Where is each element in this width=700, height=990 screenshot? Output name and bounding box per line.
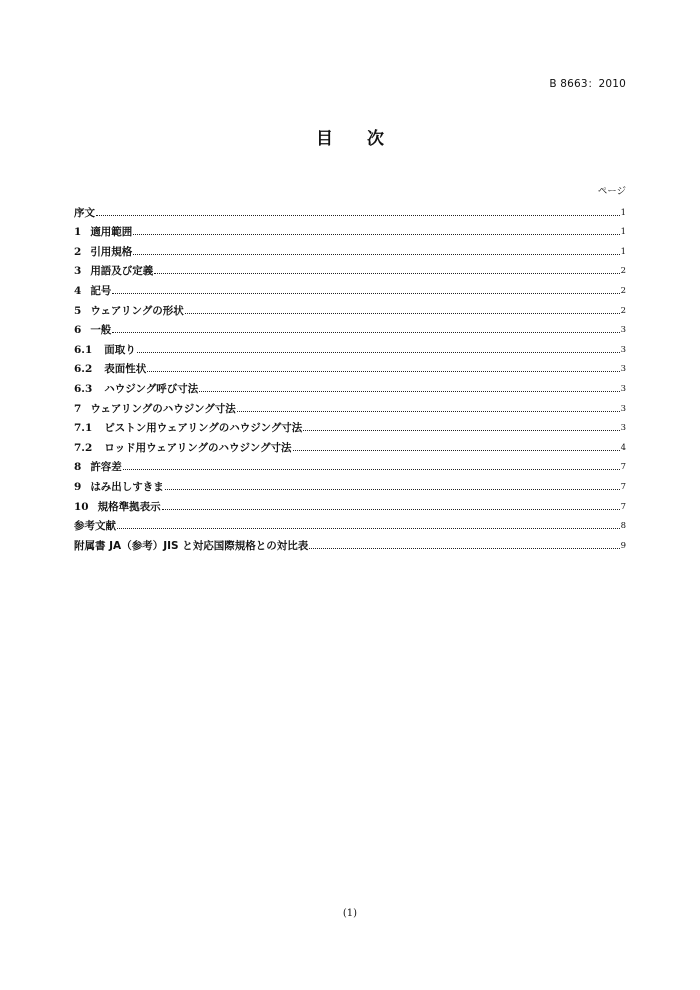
toc-entry-title: 適用範囲 xyxy=(90,226,133,239)
toc-entry[interactable] xyxy=(74,297,626,317)
toc-entry-label xyxy=(74,285,111,297)
toc-entry-label xyxy=(74,442,292,454)
toc-entry-number: 6.1 xyxy=(74,343,93,356)
toc-entry-title: ロッド用ウェアリングのハウジング寸法 xyxy=(104,441,292,454)
toc-entry-label xyxy=(74,305,184,317)
toc-leader xyxy=(237,411,620,412)
toc-leader xyxy=(133,234,619,235)
toc-entry-title: 附属書 JA（参考）JIS と対応国際規格との対比表 xyxy=(74,539,309,552)
toc-entry-page: 3 xyxy=(620,344,626,355)
toc-entry-number: 6.2 xyxy=(74,363,93,376)
toc-entry-number: 2 xyxy=(74,245,82,258)
toc-entry-label xyxy=(74,481,164,493)
toc-entry-title: 許容差 xyxy=(90,461,122,474)
toc-leader xyxy=(199,391,619,392)
toc-entry[interactable] xyxy=(74,473,626,493)
toc-entry-label xyxy=(74,246,132,258)
toc-entry-number: 8 xyxy=(74,461,82,474)
toc-entry-title: 引用規格 xyxy=(90,245,133,258)
toc-entry-number: 7.2 xyxy=(74,441,93,454)
toc-entry-page: 2 xyxy=(620,266,626,277)
toc-leader xyxy=(303,430,619,431)
toc-entry[interactable] xyxy=(74,513,626,533)
toc-entry-page: 1 xyxy=(620,207,626,218)
toc-entry-title: 規格準拠表示 xyxy=(97,500,161,513)
toc-entry-title: 面取り xyxy=(104,343,136,356)
toc-entry-page: 3 xyxy=(620,423,626,434)
toc-entry[interactable] xyxy=(74,238,626,258)
toc-leader xyxy=(185,313,620,314)
toc-entry[interactable] xyxy=(74,356,626,376)
toc-entry[interactable] xyxy=(74,336,626,356)
toc-entry-page: 9 xyxy=(620,540,626,551)
toc-entry-page: 8 xyxy=(620,521,626,532)
toc-entry[interactable] xyxy=(74,317,626,337)
page-folio: (1) xyxy=(342,908,358,919)
toc-entry-title: 序文 xyxy=(74,206,95,219)
toc-entry[interactable] xyxy=(74,415,626,435)
toc-entry-label xyxy=(74,226,132,238)
toc-entry-title: 参考文献 xyxy=(74,520,116,533)
toc-entry-label xyxy=(74,363,146,375)
toc-entry-page: 3 xyxy=(620,403,626,414)
toc-leader xyxy=(117,528,620,529)
toc-entry-number: 6 xyxy=(74,324,82,337)
page-column-label: ページ xyxy=(597,186,626,197)
toc-leader xyxy=(123,469,620,470)
toc-entry-number: 10 xyxy=(74,500,89,513)
toc-leader xyxy=(133,254,619,255)
toc-entry-label xyxy=(74,520,116,532)
toc-entry-page: 1 xyxy=(620,227,626,238)
toc-entry-label xyxy=(74,540,308,552)
toc-entry-title: ウェアリングの形状 xyxy=(90,304,184,317)
toc-leader xyxy=(162,509,620,510)
toc-entry-label xyxy=(74,461,122,473)
toc-list xyxy=(74,199,626,552)
toc-entry-label xyxy=(74,344,136,356)
toc-entry-number: 1 xyxy=(74,226,82,239)
toc-entry-number: 6.3 xyxy=(74,382,93,395)
toc-entry-title: 用語及び定義 xyxy=(90,265,154,278)
toc-entry-page: 7 xyxy=(620,481,626,492)
standard-number: B 8663：2010 xyxy=(549,78,626,90)
toc-entry-title: 表面性状 xyxy=(104,363,147,376)
toc-entry-number: 7.1 xyxy=(74,422,93,435)
toc-entry-page: 1 xyxy=(620,246,626,257)
toc-leader xyxy=(147,371,619,372)
toc-leader xyxy=(309,548,619,549)
toc-entry-page: 3 xyxy=(620,383,626,394)
toc-entry[interactable] xyxy=(74,532,626,552)
toc-leader xyxy=(96,215,620,216)
toc-entry-label xyxy=(74,383,198,395)
toc-entry[interactable] xyxy=(74,454,626,474)
toc-leader xyxy=(154,273,619,274)
toc-leader xyxy=(112,293,619,294)
toc-entry-title: ハウジング呼び寸法 xyxy=(104,382,199,395)
toc-entry[interactable] xyxy=(74,277,626,297)
toc-entry-number: 3 xyxy=(74,265,82,278)
toc-entry-title: 一般 xyxy=(90,324,112,337)
toc-entry-number: 9 xyxy=(74,480,82,493)
toc-entry-title: はみ出しすきま xyxy=(90,480,164,493)
toc-leader xyxy=(137,352,620,353)
toc-entry-number: 5 xyxy=(74,304,82,317)
toc-entry-label xyxy=(74,403,236,415)
toc-title: 目 次 xyxy=(316,129,398,149)
toc-entry[interactable] xyxy=(74,219,626,239)
toc-entry-title: ピストン用ウェアリングのハウジング寸法 xyxy=(104,422,303,435)
toc-entry-page: 2 xyxy=(620,305,626,316)
toc-leader xyxy=(165,489,620,490)
toc-leader xyxy=(293,450,620,451)
toc-entry[interactable] xyxy=(74,395,626,415)
toc-entry-title: 記号 xyxy=(90,284,112,297)
toc-entry-page: 2 xyxy=(620,285,626,296)
toc-entry-page: 7 xyxy=(620,462,626,473)
toc-entry-number: 7 xyxy=(74,402,82,415)
toc-entry-page: 3 xyxy=(620,325,626,336)
toc-entry[interactable] xyxy=(74,199,626,219)
toc-entry-label xyxy=(74,265,153,277)
toc-entry-label xyxy=(74,501,161,513)
toc-entry-page: 3 xyxy=(620,364,626,375)
toc-entry-label xyxy=(74,207,95,219)
toc-entry-label xyxy=(74,422,302,434)
toc-entry-title: ウェアリングのハウジング寸法 xyxy=(90,402,236,415)
toc-leader xyxy=(112,332,619,333)
toc-entry-number: 4 xyxy=(74,284,82,297)
toc-entry[interactable] xyxy=(74,434,626,454)
toc-entry-page: 4 xyxy=(620,442,626,453)
toc-entry-page: 7 xyxy=(620,501,626,512)
toc-entry[interactable] xyxy=(74,493,626,513)
toc-entry[interactable] xyxy=(74,258,626,278)
toc-entry[interactable] xyxy=(74,375,626,395)
toc-entry-label xyxy=(74,324,111,336)
